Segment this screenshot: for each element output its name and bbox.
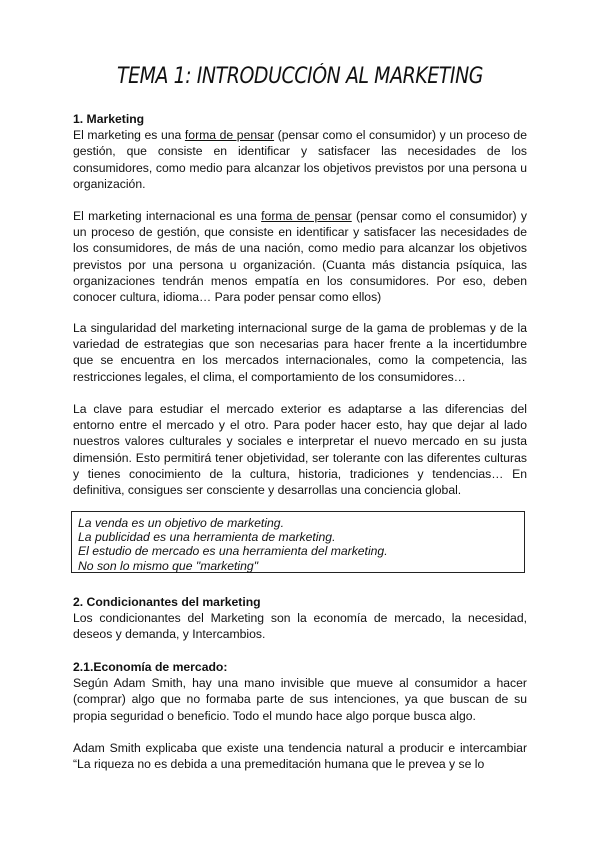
text-run: (pensar como el consumidor) y un proceso de gestión, que consiste en identificar y satisfacer las necesidades de los consumidores, de más de una nación, como medio para alcanzar los objetivos previstos por una persona u organización. (Cuanta más distancia psíquica, las organizaciones tendrán menos empatía en los consumidores. Por eso, deben conocer cultura, idioma… Para poder pensar como ellos) [73,209,527,305]
note-line: El estudio de mercado es una herramienta del marketing. [78,544,388,559]
note-box [71,511,525,573]
text-run: (pensar como el consumidor) y un proceso de gestión, que consiste en identificar y satisfacer las necesidades de los consumidores, como medio para alcanzar los objetivos previstos por una persona u organización. [73,128,527,191]
section-economia [73,659,527,724]
section-condicionantes [73,594,527,643]
paragraph-block [73,401,527,498]
text-run: El marketing es una [73,128,185,143]
note-line: No son lo mismo que "marketing" [78,558,259,573]
section-marketing [73,111,527,192]
underlined-text: forma de pensar [261,209,352,223]
paragraph-block [73,740,527,772]
page-title: TEMA 1: INTRODUCCIÓN AL MARKETING [116,64,484,89]
paragraph [73,127,527,192]
paragraph [73,208,527,305]
paragraph: Adam Smith explicaba que existe una tendencia natural a producir e intercambiar “La riqueza no es debida a una premeditación humana que le prevea y se lo [73,741,527,772]
paragraph: Según Adam Smith, hay una mano invisible que mueve al consumidor a hacer (comprar) algo que no formaba parte de sus intenciones, ya que buscan de su propia seguridad o beneficio. Todo el mundo hace algo porque busca algo. [73,676,527,723]
paragraph-block [73,208,527,305]
paragraph: La singularidad del marketing internacional surge de la gama de problemas y de la variedad de estrategias que son necesarias para hacer frente a la incertidumbre que se encuentra en los mercados internacionales, como la competencia, las restricciones legales, el clima, el comportamiento de los consumidores… [73,321,527,384]
underlined-text: forma de pensar [184,128,275,143]
paragraph: Los condicionantes del Marketing son la economía de mercado, la necesidad, deseos y demanda, y Intercambios. [73,611,527,642]
note-line: La venda es un objetivo de marketing. [78,516,284,530]
paragraph-block [73,320,527,385]
paragraph: La clave para estudiar el mercado exterior es adaptarse a las diferencias del entorno entre el mercado y el otro. Para poder hacer esto, hay que dejar al lado nuestros valores culturales y sociales e interpretar el nuevo mercado en su justa dimensión. Esto permitirá tener objetividad, ser tolerante con las diferentes culturas y tienes conocimiento de la cultura, historia, tradiciones y tendencias… En definitiva, consigues ser consciente y desarrollas una conciencia global. [73,402,527,498]
section-heading: 2. Condicionantes del marketing [73,595,261,609]
section-heading: 2.1.Economía de mercado: [73,660,228,674]
note-line: La publicidad es una herramienta de marketing. [78,530,336,545]
text-run: El marketing internacional es una [73,209,262,223]
section-heading: 1. Marketing [73,112,145,126]
